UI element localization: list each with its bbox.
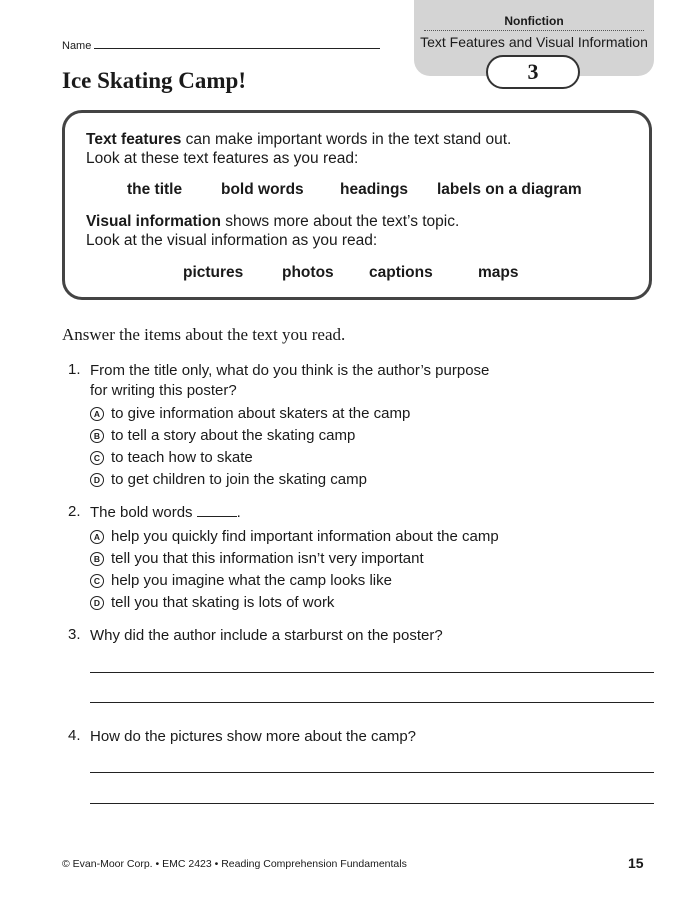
visual-info-desc: shows more about the text’s topic.: [220, 213, 460, 230]
option-text: tell you that this information isn’t very important: [111, 550, 424, 567]
answer-bubble[interactable]: B: [90, 552, 104, 566]
option-text: tell you that skating is lots of work: [111, 594, 335, 611]
question-3-text: Why did the author include a starburst on the poster?: [90, 627, 443, 644]
page-number: 15: [628, 855, 644, 871]
answer-option-2a[interactable]: [90, 528, 499, 545]
text-features-desc: can make important words in the text stand out.: [181, 131, 512, 148]
page-title: Ice Skating Camp!: [62, 68, 247, 93]
answer-bubble[interactable]: B: [90, 429, 104, 443]
text-features-paragraph: [86, 130, 511, 168]
question-number: 2.: [68, 503, 81, 520]
visual-info-term: Visual information: [86, 213, 221, 230]
feature-item: headings: [340, 181, 409, 198]
visual-info-line2: Look at the visual information as you read:: [86, 232, 378, 249]
answer-option-1b[interactable]: [90, 427, 355, 444]
name-write-line[interactable]: [94, 48, 380, 49]
question-number: 3.: [68, 626, 81, 643]
skill-subtitle: Text Features and Visual Information: [420, 34, 648, 50]
option-text: help you quickly find important information about the camp: [111, 528, 499, 545]
question-line: for writing this poster?: [90, 382, 237, 399]
option-text: to tell a story about the skating camp: [111, 427, 356, 444]
answer-write-line[interactable]: [90, 672, 654, 673]
answer-option-2c[interactable]: [90, 572, 392, 589]
answer-option-1a[interactable]: [90, 405, 410, 422]
feature-item: labels on a diagram: [437, 181, 582, 198]
fill-in-blank: [197, 516, 237, 517]
footer-credit: © Evan-Moor Corp. • EMC 2423 • Reading Comprehension Fundamentals: [62, 858, 407, 870]
answer-bubble[interactable]: A: [90, 530, 104, 544]
answer-bubble[interactable]: D: [90, 596, 104, 610]
answer-write-line[interactable]: [90, 803, 654, 804]
question-line: The bold words: [90, 504, 193, 521]
visual-item: captions: [369, 264, 433, 281]
answer-write-line[interactable]: [90, 772, 654, 773]
question-period: .: [236, 504, 241, 521]
question-4-text: How do the pictures show more about the camp?: [90, 728, 417, 745]
answer-option-1d[interactable]: [90, 471, 367, 488]
answer-option-2d[interactable]: [90, 594, 334, 611]
option-text: to get children to join the skating camp: [111, 471, 367, 488]
answer-bubble[interactable]: D: [90, 473, 104, 487]
visual-item: photos: [282, 264, 334, 281]
option-text: help you imagine what the camp looks like: [111, 572, 392, 589]
visual-item: maps: [478, 264, 519, 281]
question-number: 1.: [68, 361, 81, 378]
name-label: Name: [62, 40, 92, 52]
answer-bubble[interactable]: A: [90, 407, 104, 421]
question-line: From the title only, what do you think is the author’s purpose: [90, 362, 490, 379]
option-text: to teach how to skate: [111, 449, 253, 466]
answer-option-2b[interactable]: [90, 550, 424, 567]
answer-bubble[interactable]: C: [90, 451, 104, 465]
unit-number-badge: 3: [486, 55, 580, 89]
question-2-text: [90, 503, 241, 523]
dotted-divider: [424, 30, 644, 31]
answer-option-1c[interactable]: [90, 449, 253, 466]
text-features-line2: Look at these text features as you read:: [86, 150, 359, 167]
text-features-term: Text features: [86, 131, 182, 148]
question-1-text: [90, 361, 489, 401]
answer-bubble[interactable]: C: [90, 574, 104, 588]
answer-write-line[interactable]: [90, 702, 654, 703]
visual-item: pictures: [183, 264, 244, 281]
instruction-text: Answer the items about the text you read.: [62, 325, 346, 344]
category-label: Nonfiction: [504, 14, 564, 28]
question-number: 4.: [68, 727, 81, 744]
feature-item: bold words: [221, 181, 304, 198]
feature-item: the title: [127, 181, 183, 198]
visual-info-paragraph: [86, 212, 459, 250]
option-text: to give information about skaters at the camp: [111, 405, 411, 422]
